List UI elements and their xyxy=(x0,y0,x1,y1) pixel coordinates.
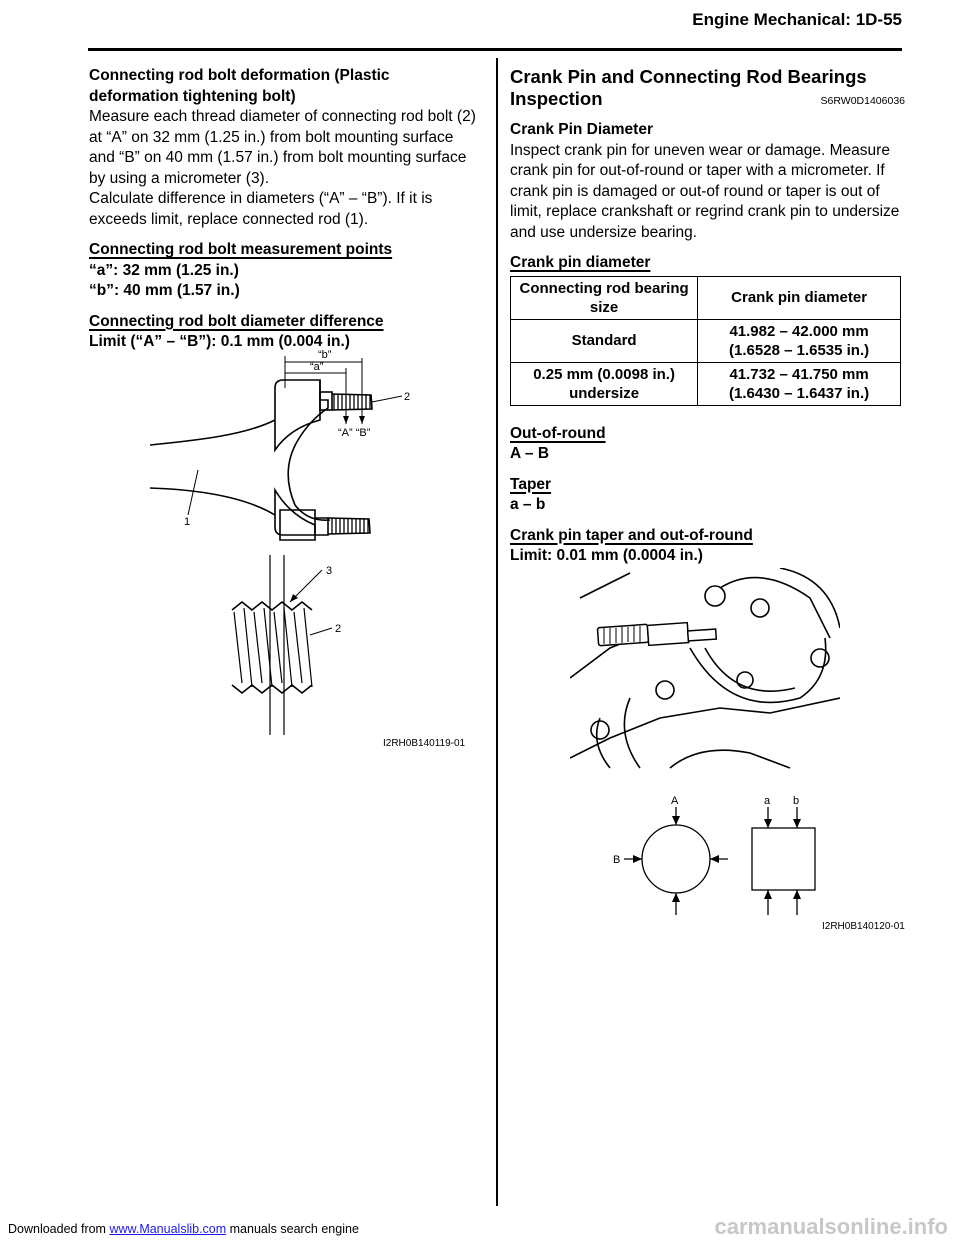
table-row xyxy=(511,319,901,362)
callout-2: 2 xyxy=(404,391,411,403)
point-b-value: “b”: 40 mm (1.57 in.) xyxy=(89,282,240,299)
diameter-difference-title: Connecting rod bolt diameter difference xyxy=(89,312,384,330)
right-column xyxy=(510,66,905,567)
table-title: Crank pin diameter xyxy=(510,254,651,271)
watermark: carmanualsonline.info xyxy=(714,1214,948,1239)
diagram-label-B: B xyxy=(613,854,621,866)
callout-3: 3 xyxy=(326,565,333,577)
bolt-calc-paragraph: Calculate difference in diameters (“A” – “B”). If it is exceeds limit, replace connected rod (1). xyxy=(89,190,433,228)
section-code: S6RW0D1406036 xyxy=(820,95,905,107)
connecting-rod-bolt-figure xyxy=(150,340,480,750)
callout-1: 1 xyxy=(184,516,191,528)
label-a: “a” xyxy=(310,361,324,373)
bolt-deformation-heading: Connecting rod bolt deformation (Plastic deformation tightening bolt) xyxy=(89,67,390,105)
diagram-label-a: a xyxy=(764,795,771,807)
diagram-label-b: b xyxy=(793,795,800,807)
out-of-round-value: A – B xyxy=(510,445,550,462)
taper-title: Taper xyxy=(510,475,552,493)
table-cell: 41.982 – 42.000 mm (1.6528 – 1.6535 in.) xyxy=(698,319,901,362)
label-A-B: “A” “B” xyxy=(338,427,371,439)
header-rule xyxy=(88,48,902,51)
left-figure-code: I2RH0B140119-01 xyxy=(383,738,466,749)
table-header-cell: Connecting rod bearing size xyxy=(511,276,698,319)
footer-prefix: Downloaded from xyxy=(8,1222,110,1236)
diameter-difference-limit: Limit (“A” – “B”): 0.1 mm (0.004 in.) xyxy=(89,333,350,350)
out-of-round-title: Out-of-round xyxy=(510,424,606,442)
label-b: “b” xyxy=(318,349,332,361)
table-cell: 41.732 – 41.750 mm (1.6430 – 1.6437 in.) xyxy=(698,362,901,405)
crank-pin-diameter-table xyxy=(510,276,901,406)
table-cell: 0.25 mm (0.0098 in.) undersize xyxy=(511,362,698,405)
section-title: Crank Pin and Connecting Rod Bearings Inspection xyxy=(510,66,867,109)
table-cell: Standard xyxy=(511,319,698,362)
table-header-row xyxy=(511,276,901,319)
page-header-title: Engine Mechanical: 1D-55 xyxy=(692,10,902,29)
measurement-points-title: Connecting rod bolt measurement points xyxy=(89,241,393,258)
point-a-value: “a”: 32 mm (1.25 in.) xyxy=(89,261,239,279)
footer-suffix: manuals search engine xyxy=(226,1222,359,1236)
bolt-measure-paragraph: Measure each thread diameter of connecting rod bolt (2) at “A” on 32 mm (1.25 in.) from bolt mounting surface and “B” on 40 mm (1.57 in.) from bolt mounting surface by using a micrometer (3). xyxy=(89,108,476,187)
table-header-cell: Crank pin diameter xyxy=(698,276,901,319)
out-of-round-taper-diagram xyxy=(595,790,845,920)
download-footer xyxy=(8,1222,359,1236)
table-row xyxy=(511,362,901,405)
callout-2-thread: 2 xyxy=(335,623,342,635)
crank-pin-diameter-subtitle: Crank Pin Diameter xyxy=(510,121,653,138)
manualslib-link[interactable]: www.Manualslib.com xyxy=(109,1222,227,1236)
limit-title: Crank pin taper and out-of-round xyxy=(510,526,753,544)
left-column xyxy=(89,66,479,353)
column-divider xyxy=(496,58,498,1206)
crank-pin-paragraph: Inspect crank pin for uneven wear or damage. Measure crank pin for out-of-round or taper with a micrometer. If crank pin is damaged or out-of round or taper is out of limit, replace crankshaft or regrind crank pin to undersize and use undersize bearing. xyxy=(510,141,900,241)
taper-value: a – b xyxy=(510,496,546,513)
right-figure-code: I2RH0B140120-01 xyxy=(822,921,905,932)
limit-value: Limit: 0.01 mm (0.0004 in.) xyxy=(510,547,703,564)
diagram-label-A: A xyxy=(671,795,679,807)
micrometer-crank-pin-photo xyxy=(570,568,840,773)
